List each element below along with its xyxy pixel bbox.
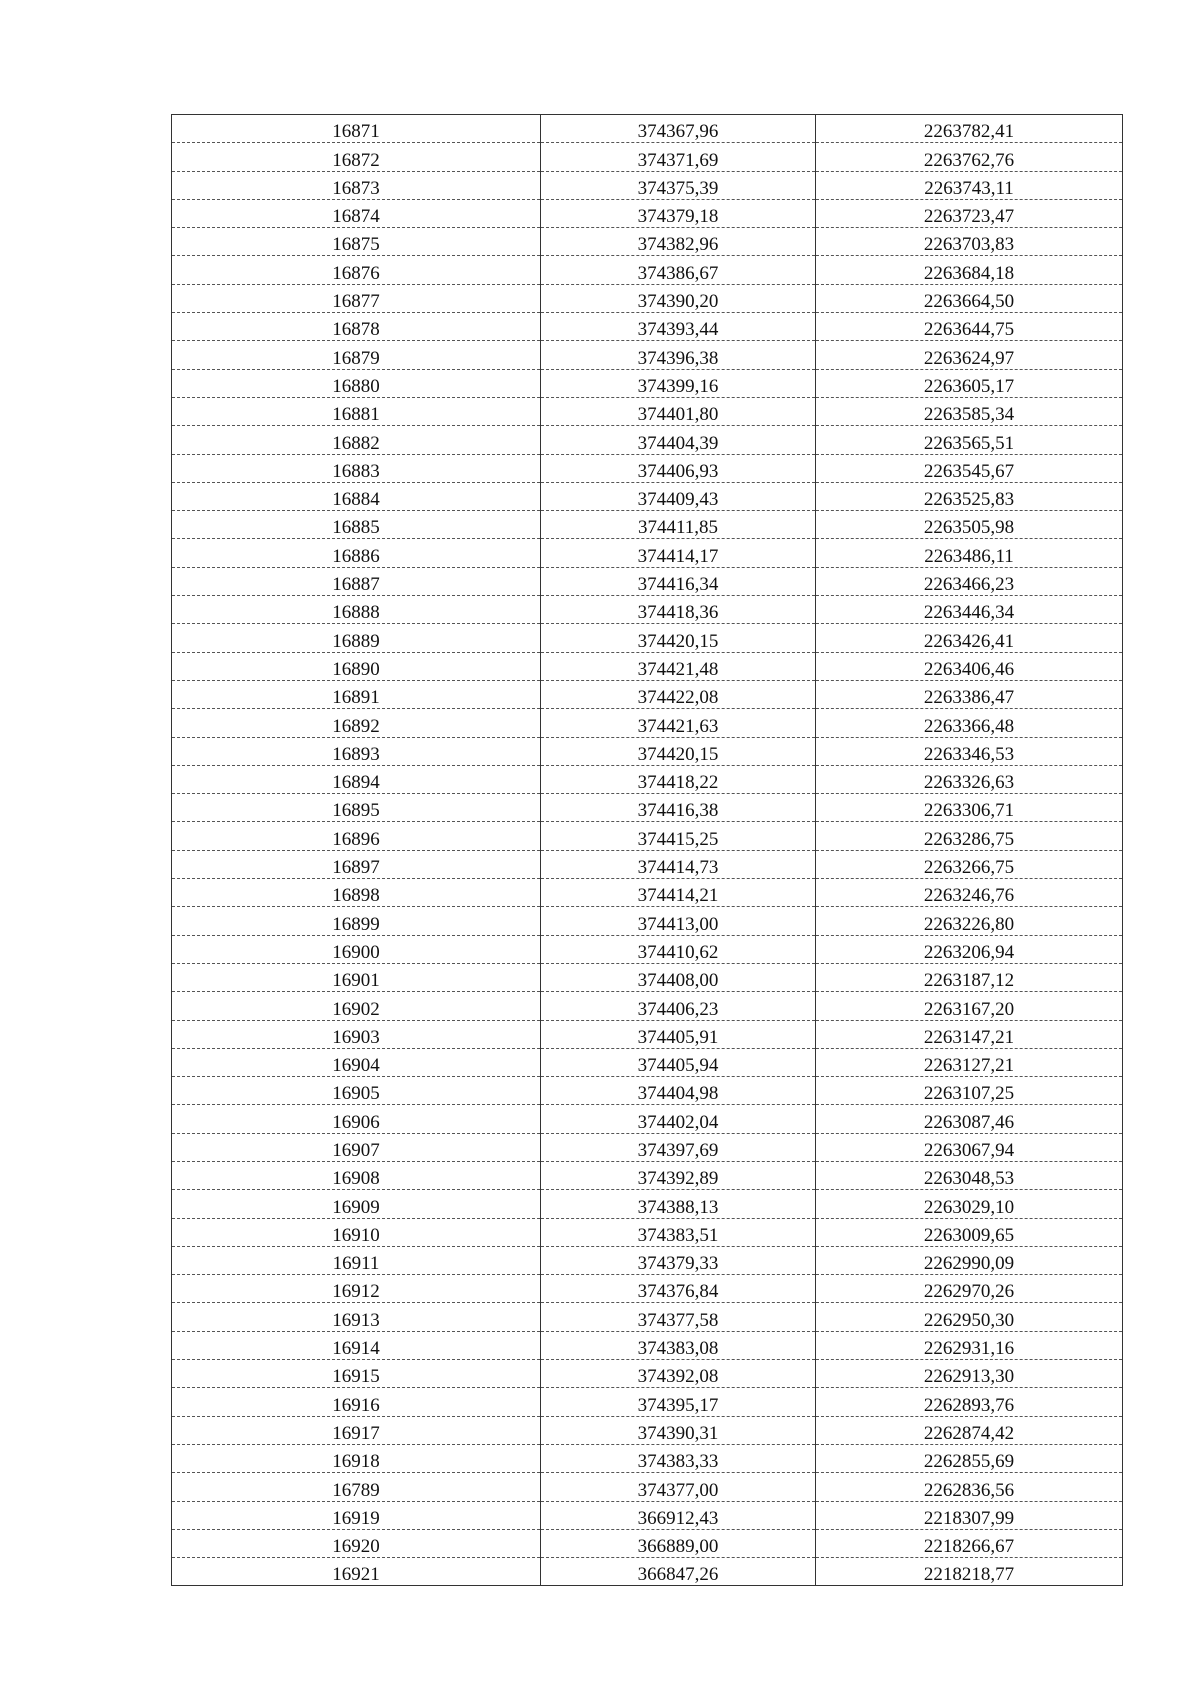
table-row bbox=[172, 313, 1123, 341]
point-number-cell: 16921 bbox=[172, 1558, 541, 1586]
table-row bbox=[172, 765, 1123, 793]
x-coordinate-cell: 374420,15 bbox=[541, 737, 816, 765]
x-coordinate-cell: 374379,33 bbox=[541, 1246, 816, 1274]
x-coordinate-cell: 366889,00 bbox=[541, 1529, 816, 1557]
x-coordinate-cell: 374392,89 bbox=[541, 1161, 816, 1189]
y-coordinate-cell: 2263545,67 bbox=[816, 454, 1123, 482]
table-row bbox=[172, 850, 1123, 878]
point-number-cell: 16906 bbox=[172, 1105, 541, 1133]
table-row bbox=[172, 426, 1123, 454]
x-coordinate-cell: 374415,25 bbox=[541, 822, 816, 850]
x-coordinate-cell: 374382,96 bbox=[541, 228, 816, 256]
point-number-cell: 16918 bbox=[172, 1444, 541, 1472]
point-number-cell: 16888 bbox=[172, 596, 541, 624]
x-coordinate-cell: 374402,04 bbox=[541, 1105, 816, 1133]
x-coordinate-cell: 374422,08 bbox=[541, 680, 816, 708]
table-row bbox=[172, 709, 1123, 737]
y-coordinate-cell: 2263009,65 bbox=[816, 1218, 1123, 1246]
x-coordinate-cell: 374383,51 bbox=[541, 1218, 816, 1246]
y-coordinate-cell: 2262855,69 bbox=[816, 1444, 1123, 1472]
table-row bbox=[172, 1360, 1123, 1388]
x-coordinate-cell: 374399,16 bbox=[541, 369, 816, 397]
table-row bbox=[172, 935, 1123, 963]
point-number-cell: 16915 bbox=[172, 1360, 541, 1388]
y-coordinate-cell: 2263187,12 bbox=[816, 963, 1123, 991]
point-number-cell: 16912 bbox=[172, 1275, 541, 1303]
y-coordinate-cell: 2263624,97 bbox=[816, 341, 1123, 369]
x-coordinate-cell: 374386,67 bbox=[541, 256, 816, 284]
x-coordinate-cell: 374414,21 bbox=[541, 879, 816, 907]
x-coordinate-cell: 374413,00 bbox=[541, 907, 816, 935]
table-row bbox=[172, 341, 1123, 369]
table-row bbox=[172, 1416, 1123, 1444]
table-row bbox=[172, 992, 1123, 1020]
y-coordinate-cell: 2263466,23 bbox=[816, 567, 1123, 595]
y-coordinate-cell: 2262836,56 bbox=[816, 1473, 1123, 1501]
point-number-cell: 16905 bbox=[172, 1077, 541, 1105]
table-row bbox=[172, 652, 1123, 680]
point-number-cell: 16899 bbox=[172, 907, 541, 935]
table-row bbox=[172, 143, 1123, 171]
x-coordinate-cell: 374383,08 bbox=[541, 1331, 816, 1359]
point-number-cell: 16919 bbox=[172, 1501, 541, 1529]
table-row bbox=[172, 1218, 1123, 1246]
point-number-cell: 16874 bbox=[172, 199, 541, 227]
y-coordinate-cell: 2263644,75 bbox=[816, 313, 1123, 341]
y-coordinate-cell: 2263226,80 bbox=[816, 907, 1123, 935]
x-coordinate-cell: 374406,23 bbox=[541, 992, 816, 1020]
table-row bbox=[172, 907, 1123, 935]
y-coordinate-cell: 2263206,94 bbox=[816, 935, 1123, 963]
point-number-cell: 16880 bbox=[172, 369, 541, 397]
table-row bbox=[172, 822, 1123, 850]
x-coordinate-cell: 374411,85 bbox=[541, 511, 816, 539]
table-row bbox=[172, 1303, 1123, 1331]
x-coordinate-cell: 374383,33 bbox=[541, 1444, 816, 1472]
y-coordinate-cell: 2263743,11 bbox=[816, 171, 1123, 199]
point-number-cell: 16890 bbox=[172, 652, 541, 680]
point-number-cell: 16883 bbox=[172, 454, 541, 482]
x-coordinate-cell: 374379,18 bbox=[541, 199, 816, 227]
point-number-cell: 16878 bbox=[172, 313, 541, 341]
y-coordinate-cell: 2262990,09 bbox=[816, 1246, 1123, 1274]
x-coordinate-cell: 374421,63 bbox=[541, 709, 816, 737]
table-row bbox=[172, 228, 1123, 256]
x-coordinate-cell: 366912,43 bbox=[541, 1501, 816, 1529]
y-coordinate-cell: 2263346,53 bbox=[816, 737, 1123, 765]
x-coordinate-cell: 374404,39 bbox=[541, 426, 816, 454]
y-coordinate-cell: 2263782,41 bbox=[816, 115, 1123, 143]
y-coordinate-cell: 2263167,20 bbox=[816, 992, 1123, 1020]
x-coordinate-cell: 366847,26 bbox=[541, 1558, 816, 1586]
point-number-cell: 16885 bbox=[172, 511, 541, 539]
point-number-cell: 16895 bbox=[172, 794, 541, 822]
y-coordinate-cell: 2218307,99 bbox=[816, 1501, 1123, 1529]
y-coordinate-cell: 2263246,76 bbox=[816, 879, 1123, 907]
table-row bbox=[172, 171, 1123, 199]
x-coordinate-cell: 374397,69 bbox=[541, 1133, 816, 1161]
x-coordinate-cell: 374420,15 bbox=[541, 624, 816, 652]
x-coordinate-cell: 374404,98 bbox=[541, 1077, 816, 1105]
point-number-cell: 16910 bbox=[172, 1218, 541, 1246]
table-row bbox=[172, 1048, 1123, 1076]
point-number-cell: 16889 bbox=[172, 624, 541, 652]
y-coordinate-cell: 2263366,48 bbox=[816, 709, 1123, 737]
x-coordinate-cell: 374406,93 bbox=[541, 454, 816, 482]
x-coordinate-cell: 374410,62 bbox=[541, 935, 816, 963]
table-row bbox=[172, 454, 1123, 482]
point-number-cell: 16879 bbox=[172, 341, 541, 369]
table-row bbox=[172, 1105, 1123, 1133]
y-coordinate-cell: 2263107,25 bbox=[816, 1077, 1123, 1105]
point-number-cell: 16873 bbox=[172, 171, 541, 199]
y-coordinate-cell: 2218266,67 bbox=[816, 1529, 1123, 1557]
table-row bbox=[172, 1331, 1123, 1359]
point-number-cell: 16904 bbox=[172, 1048, 541, 1076]
x-coordinate-cell: 374405,91 bbox=[541, 1020, 816, 1048]
x-coordinate-cell: 374392,08 bbox=[541, 1360, 816, 1388]
point-number-cell: 16909 bbox=[172, 1190, 541, 1218]
table-row bbox=[172, 1020, 1123, 1048]
point-number-cell: 16884 bbox=[172, 482, 541, 510]
table-row bbox=[172, 1246, 1123, 1274]
x-coordinate-cell: 374396,38 bbox=[541, 341, 816, 369]
x-coordinate-cell: 374377,58 bbox=[541, 1303, 816, 1331]
y-coordinate-cell: 2263326,63 bbox=[816, 765, 1123, 793]
y-coordinate-cell: 2263147,21 bbox=[816, 1020, 1123, 1048]
y-coordinate-cell: 2263426,41 bbox=[816, 624, 1123, 652]
point-number-cell: 16891 bbox=[172, 680, 541, 708]
y-coordinate-cell: 2263486,11 bbox=[816, 539, 1123, 567]
table-row bbox=[172, 879, 1123, 907]
x-coordinate-cell: 374371,69 bbox=[541, 143, 816, 171]
x-coordinate-cell: 374401,80 bbox=[541, 397, 816, 425]
y-coordinate-cell: 2263684,18 bbox=[816, 256, 1123, 284]
point-number-cell: 16920 bbox=[172, 1529, 541, 1557]
y-coordinate-cell: 2263266,75 bbox=[816, 850, 1123, 878]
point-number-cell: 16876 bbox=[172, 256, 541, 284]
point-number-cell: 16872 bbox=[172, 143, 541, 171]
x-coordinate-cell: 374414,73 bbox=[541, 850, 816, 878]
point-number-cell: 16897 bbox=[172, 850, 541, 878]
y-coordinate-cell: 2262970,26 bbox=[816, 1275, 1123, 1303]
x-coordinate-cell: 374409,43 bbox=[541, 482, 816, 510]
y-coordinate-cell: 2263723,47 bbox=[816, 199, 1123, 227]
y-coordinate-cell: 2263127,21 bbox=[816, 1048, 1123, 1076]
x-coordinate-cell: 374388,13 bbox=[541, 1190, 816, 1218]
point-number-cell: 16789 bbox=[172, 1473, 541, 1501]
y-coordinate-cell: 2263664,50 bbox=[816, 284, 1123, 312]
table-row bbox=[172, 1190, 1123, 1218]
y-coordinate-cell: 2263048,53 bbox=[816, 1161, 1123, 1189]
point-number-cell: 16893 bbox=[172, 737, 541, 765]
table-row bbox=[172, 256, 1123, 284]
point-number-cell: 16914 bbox=[172, 1331, 541, 1359]
x-coordinate-cell: 374416,34 bbox=[541, 567, 816, 595]
point-number-cell: 16917 bbox=[172, 1416, 541, 1444]
table-row bbox=[172, 1077, 1123, 1105]
point-number-cell: 16875 bbox=[172, 228, 541, 256]
point-number-cell: 16900 bbox=[172, 935, 541, 963]
x-coordinate-cell: 374408,00 bbox=[541, 963, 816, 991]
table-row bbox=[172, 1501, 1123, 1529]
y-coordinate-cell: 2263029,10 bbox=[816, 1190, 1123, 1218]
table-row bbox=[172, 1444, 1123, 1472]
y-coordinate-cell: 2263703,83 bbox=[816, 228, 1123, 256]
table-row bbox=[172, 794, 1123, 822]
point-number-cell: 16887 bbox=[172, 567, 541, 595]
x-coordinate-cell: 374418,36 bbox=[541, 596, 816, 624]
table-row bbox=[172, 963, 1123, 991]
table-row bbox=[172, 737, 1123, 765]
y-coordinate-cell: 2263406,46 bbox=[816, 652, 1123, 680]
point-number-cell: 16871 bbox=[172, 115, 541, 143]
y-coordinate-cell: 2263067,94 bbox=[816, 1133, 1123, 1161]
y-coordinate-cell: 2263565,51 bbox=[816, 426, 1123, 454]
point-number-cell: 16886 bbox=[172, 539, 541, 567]
table-row bbox=[172, 596, 1123, 624]
point-number-cell: 16881 bbox=[172, 397, 541, 425]
y-coordinate-cell: 2262950,30 bbox=[816, 1303, 1123, 1331]
y-coordinate-cell: 2263306,71 bbox=[816, 794, 1123, 822]
point-number-cell: 16877 bbox=[172, 284, 541, 312]
table-row bbox=[172, 115, 1123, 143]
table-row bbox=[172, 482, 1123, 510]
y-coordinate-cell: 2263525,83 bbox=[816, 482, 1123, 510]
point-number-cell: 16898 bbox=[172, 879, 541, 907]
x-coordinate-cell: 374405,94 bbox=[541, 1048, 816, 1076]
y-coordinate-cell: 2262874,42 bbox=[816, 1416, 1123, 1444]
y-coordinate-cell: 2262913,30 bbox=[816, 1360, 1123, 1388]
x-coordinate-cell: 374416,38 bbox=[541, 794, 816, 822]
x-coordinate-cell: 374418,22 bbox=[541, 765, 816, 793]
table-row bbox=[172, 1133, 1123, 1161]
table-row bbox=[172, 1558, 1123, 1586]
table-row bbox=[172, 511, 1123, 539]
x-coordinate-cell: 374395,17 bbox=[541, 1388, 816, 1416]
point-number-cell: 16896 bbox=[172, 822, 541, 850]
table-row bbox=[172, 397, 1123, 425]
table-row bbox=[172, 369, 1123, 397]
table-row bbox=[172, 1529, 1123, 1557]
x-coordinate-cell: 374390,31 bbox=[541, 1416, 816, 1444]
y-coordinate-cell: 2263087,46 bbox=[816, 1105, 1123, 1133]
y-coordinate-cell: 2263585,34 bbox=[816, 397, 1123, 425]
coordinates-table bbox=[171, 114, 1123, 1586]
point-number-cell: 16901 bbox=[172, 963, 541, 991]
y-coordinate-cell: 2263505,98 bbox=[816, 511, 1123, 539]
x-coordinate-cell: 374393,44 bbox=[541, 313, 816, 341]
coordinates-table-body bbox=[172, 115, 1123, 1586]
x-coordinate-cell: 374376,84 bbox=[541, 1275, 816, 1303]
point-number-cell: 16903 bbox=[172, 1020, 541, 1048]
point-number-cell: 16913 bbox=[172, 1303, 541, 1331]
y-coordinate-cell: 2218218,77 bbox=[816, 1558, 1123, 1586]
point-number-cell: 16907 bbox=[172, 1133, 541, 1161]
table-row bbox=[172, 199, 1123, 227]
x-coordinate-cell: 374367,96 bbox=[541, 115, 816, 143]
table-row bbox=[172, 567, 1123, 595]
point-number-cell: 16894 bbox=[172, 765, 541, 793]
point-number-cell: 16908 bbox=[172, 1161, 541, 1189]
y-coordinate-cell: 2263762,76 bbox=[816, 143, 1123, 171]
table-row bbox=[172, 1473, 1123, 1501]
x-coordinate-cell: 374414,17 bbox=[541, 539, 816, 567]
y-coordinate-cell: 2262931,16 bbox=[816, 1331, 1123, 1359]
table-row bbox=[172, 539, 1123, 567]
table-row bbox=[172, 680, 1123, 708]
point-number-cell: 16911 bbox=[172, 1246, 541, 1274]
x-coordinate-cell: 374375,39 bbox=[541, 171, 816, 199]
y-coordinate-cell: 2262893,76 bbox=[816, 1388, 1123, 1416]
y-coordinate-cell: 2263605,17 bbox=[816, 369, 1123, 397]
point-number-cell: 16882 bbox=[172, 426, 541, 454]
y-coordinate-cell: 2263446,34 bbox=[816, 596, 1123, 624]
table-row bbox=[172, 1275, 1123, 1303]
y-coordinate-cell: 2263386,47 bbox=[816, 680, 1123, 708]
table-row bbox=[172, 284, 1123, 312]
table-row bbox=[172, 1161, 1123, 1189]
x-coordinate-cell: 374377,00 bbox=[541, 1473, 816, 1501]
table-row bbox=[172, 624, 1123, 652]
point-number-cell: 16892 bbox=[172, 709, 541, 737]
x-coordinate-cell: 374390,20 bbox=[541, 284, 816, 312]
point-number-cell: 16916 bbox=[172, 1388, 541, 1416]
x-coordinate-cell: 374421,48 bbox=[541, 652, 816, 680]
point-number-cell: 16902 bbox=[172, 992, 541, 1020]
y-coordinate-cell: 2263286,75 bbox=[816, 822, 1123, 850]
table-row bbox=[172, 1388, 1123, 1416]
